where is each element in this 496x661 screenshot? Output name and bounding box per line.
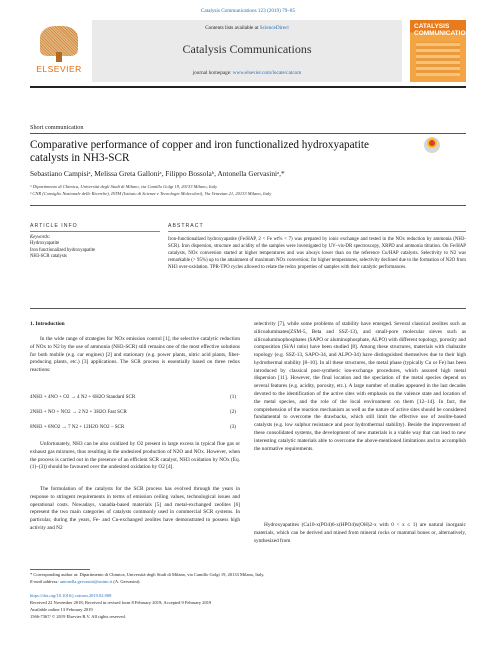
journal-title: Catalysis Communications: [182, 42, 312, 56]
equation-2: 2NH3 + NO + NO2 → 2 N2 + 3H2O Fast SCR (2): [30, 409, 236, 415]
abstract-heading: ABSTRACT: [168, 223, 204, 229]
corresponding-author: * Corresponding author at: Dipartimento di Chimica, Università degli Studi di Milano, via Camillo Golgi 19, 20133 Milano, Italy.: [30, 572, 265, 577]
divider: [168, 231, 466, 232]
divider: [30, 308, 466, 309]
divider: [30, 205, 466, 206]
intro-paragraph: In the wide range of strategies for NOx emission control [1], the selective catalytic reduction of NOx to N2 by the use of ammonia (NH3-SCR) still remains one of the most effective solutions for both mobile (e.g. car engines) [2] and stationary (e.g. power plants, nitric acid plants, fiber-producing plants, etc.) [3] applications. The SCR process is essentially based on three redox reactions:: [30, 336, 240, 374]
publisher-name: ELSEVIER: [36, 64, 82, 74]
intro-paragraph: Hydroxyapatites (Ca10-x(PO4)6-x(HPO4)x(OH)2-x with 0 < x ≤ 1) are natural inorganic materials, which can be derived and mined from mineral rocks or mammal bones or, alternatively, synthesized from: [254, 522, 466, 544]
homepage-line: journal homepage: www.elsevier.com/locate/catcom: [192, 70, 302, 76]
elsevier-logo[interactable]: [30, 24, 88, 76]
journal-citation[interactable]: Catalysis Communications 123 (2019) 79–85: [200, 8, 296, 14]
intro-paragraph: Unfortunately, NH3 can be also oxidized by O2 present in large excess in typical flue gas or exhaust gas mixtures, thus resulting in the undesired production of N2O and NOx. However, when the process is carried out in the presence of an efficient SCR catalyst, NH3 oxidation by NOx (Eq. (1)–(3)) should be favoured over the undesired oxidation by O2 [4].: [30, 441, 240, 471]
dates-line: Received 22 November 2018; Received in revised form 8 February 2019; Accepted 9 February 2019: [30, 600, 212, 605]
affiliation-a: ᵃ Dipartimento di Chimica, Università degli Studi di Milano, via Camillo Golgi 19, 20133 Milano, Italy: [30, 184, 218, 189]
contents-line: Contents lists available at ScienceDirect: [205, 25, 289, 31]
masthead: [30, 20, 475, 82]
email-link[interactable]: antonella.gervasini@unimi.it: [59, 579, 113, 584]
footnote-rule: [30, 569, 90, 570]
online-line: Available online 13 February 2019: [30, 607, 93, 612]
journal-banner: [92, 20, 402, 82]
cover-title: CATALYSIS COMMUNICATIONS: [414, 23, 475, 37]
author-list: Sebastiano Campisiᵃ, Melissa Greta Galloniᵃ, Filippo Bossolaᵇ, Antonella Gervasiniᵃ,*: [30, 169, 285, 178]
keyword-item: Iron functionalized hydroxyapatite: [30, 247, 96, 253]
equation-1: 4NH3 + 4NO + O2 → 4 N2 + 6H2O Standard SCR (1): [30, 394, 236, 400]
affiliation-b: ᵇ CNR (Consiglio Nazionale delle Ricerche), ISTM (Istituto di Scienze e Tecnologie Molecolari), Via Venezian 21, 20133 Milano, Italy: [30, 191, 272, 196]
abstract-text: Iron-functionalized hydroxyapatite (Fe/HAP, 2 < Fe wt% < 7) was prepared by ionic exchange and tested in the NOx reduction by ammonia (NH3-SCR). Iron dispersion, structure and acidity of the samples were investigated by UV–vis-DR spectroscopy, XRPD and ammonia titration. On Fe/HAP catalysts, NOx conversion started at higher temperatures and was always lower than on the reference Cu/HAP catalysts. Selectivity to N2 was remarkable (> 95%) up to the attainment of maximum NOx conversion; for higher temperatures, selectivity declined due to the formation of N2O from NH3 over-oxidation. TPR-TPO cycles allowed to relate the redox properties of samples with their catalytic performances.: [168, 237, 466, 270]
divider: [30, 231, 160, 232]
article-info-heading: ARTICLE INFO: [30, 223, 78, 229]
journal-cover[interactable]: [410, 20, 475, 82]
sciencedirect-link[interactable]: ScienceDirect: [259, 25, 289, 31]
keyword-item: Hydroxyapatite: [30, 241, 60, 247]
section-heading: 1. Introduction: [30, 321, 65, 327]
article-title: Comparative performance of copper and iron functionalized hydroxyapatite catalysts in NH3-SCR: [30, 139, 369, 165]
intro-paragraph: The formulation of the catalysts for the SCR process has evolved through the years in response to stringent requirements in terms of emission ceiling values, technological issues and operational costs. Nowadays, vanadia-based materials [5] and metal-exchanged zeolites [6] represent the two main categories of catalysts commonly used in commercial SCR systems. In particular, during the years, Fe- and Cu-exchanged zeolites have demonstrated to possess high activity and N2: [30, 486, 240, 531]
intro-paragraph: selectivity [7], while some problems of stability have emerged. Several classical zeolites such as silicoaluminates(ZSM-5, Beta and SSZ-13), and small-pore molecular sieves such as silicoaluminophosphates (SAPO or aluminophosphate, ALPO) with different topology, porosity and composition (Si/Al ratio) have been studied [8]. Among these structures, materials with chabazite topology (e.g. SSZ-13, SAPO-34, and ALPO-34) have distinguished themselves due to their high hydrothermal stability [8–10]. In all these structures, the metal phase (typically Cu or Fe) has been introduced by classical post-synthetic ion-exchange procedures, which assured high metal dispersion [11]. However, the final location and the speciation of the metal species depend on several features (e.g. acidity, porosity, etc.). A large number of studies appeared in the last decades devoted to the identification of the active sites with emphasis on the valence state and location of the metal species, and the role of the local environment on them [12–14]. In fact, the comprehension of the reaction mechanism as well as the nature of active sites should be considered fundamental to overcome the drawbacks, which still limit the effective use of zeolite-based catalysts (e.g. low sulphur resistance and poor hydrothermal stability). Beside the improvement of these consolidated systems, the development of new materials is a viable way that can lead to new interesting catalytic materials able to overcome the above-mentioned limitations and to accomplish the normative requirements.: [254, 321, 466, 452]
divider: [30, 133, 466, 134]
keywords: Keywords: Hydroxyapatite Iron functionalized hydroxyapatite NH3-SCR catalysts: [30, 235, 96, 260]
keyword-item: NH3-SCR catalysts: [30, 254, 67, 260]
equation-3: 8NH3 + 6NO2 → 7 N2 + 12H2O NO2 – SCR (3): [30, 424, 236, 430]
homepage-link[interactable]: www.elsevier.com/locate/catcom: [232, 70, 302, 76]
email-line: E-mail address: antonella.gervasini@unimi.it (A. Gervasini).: [30, 579, 141, 584]
cover-image: [416, 42, 460, 76]
doi-link[interactable]: https://doi.org/10.1016/j.catcom.2019.02.008: [30, 593, 112, 598]
article-type: Short communication: [30, 124, 84, 131]
header-rule: [30, 86, 466, 88]
crossmark-icon[interactable]: [424, 137, 440, 153]
copyright-line: 1566-7367/ © 2019 Elsevier B.V. All rights reserved.: [30, 614, 126, 619]
